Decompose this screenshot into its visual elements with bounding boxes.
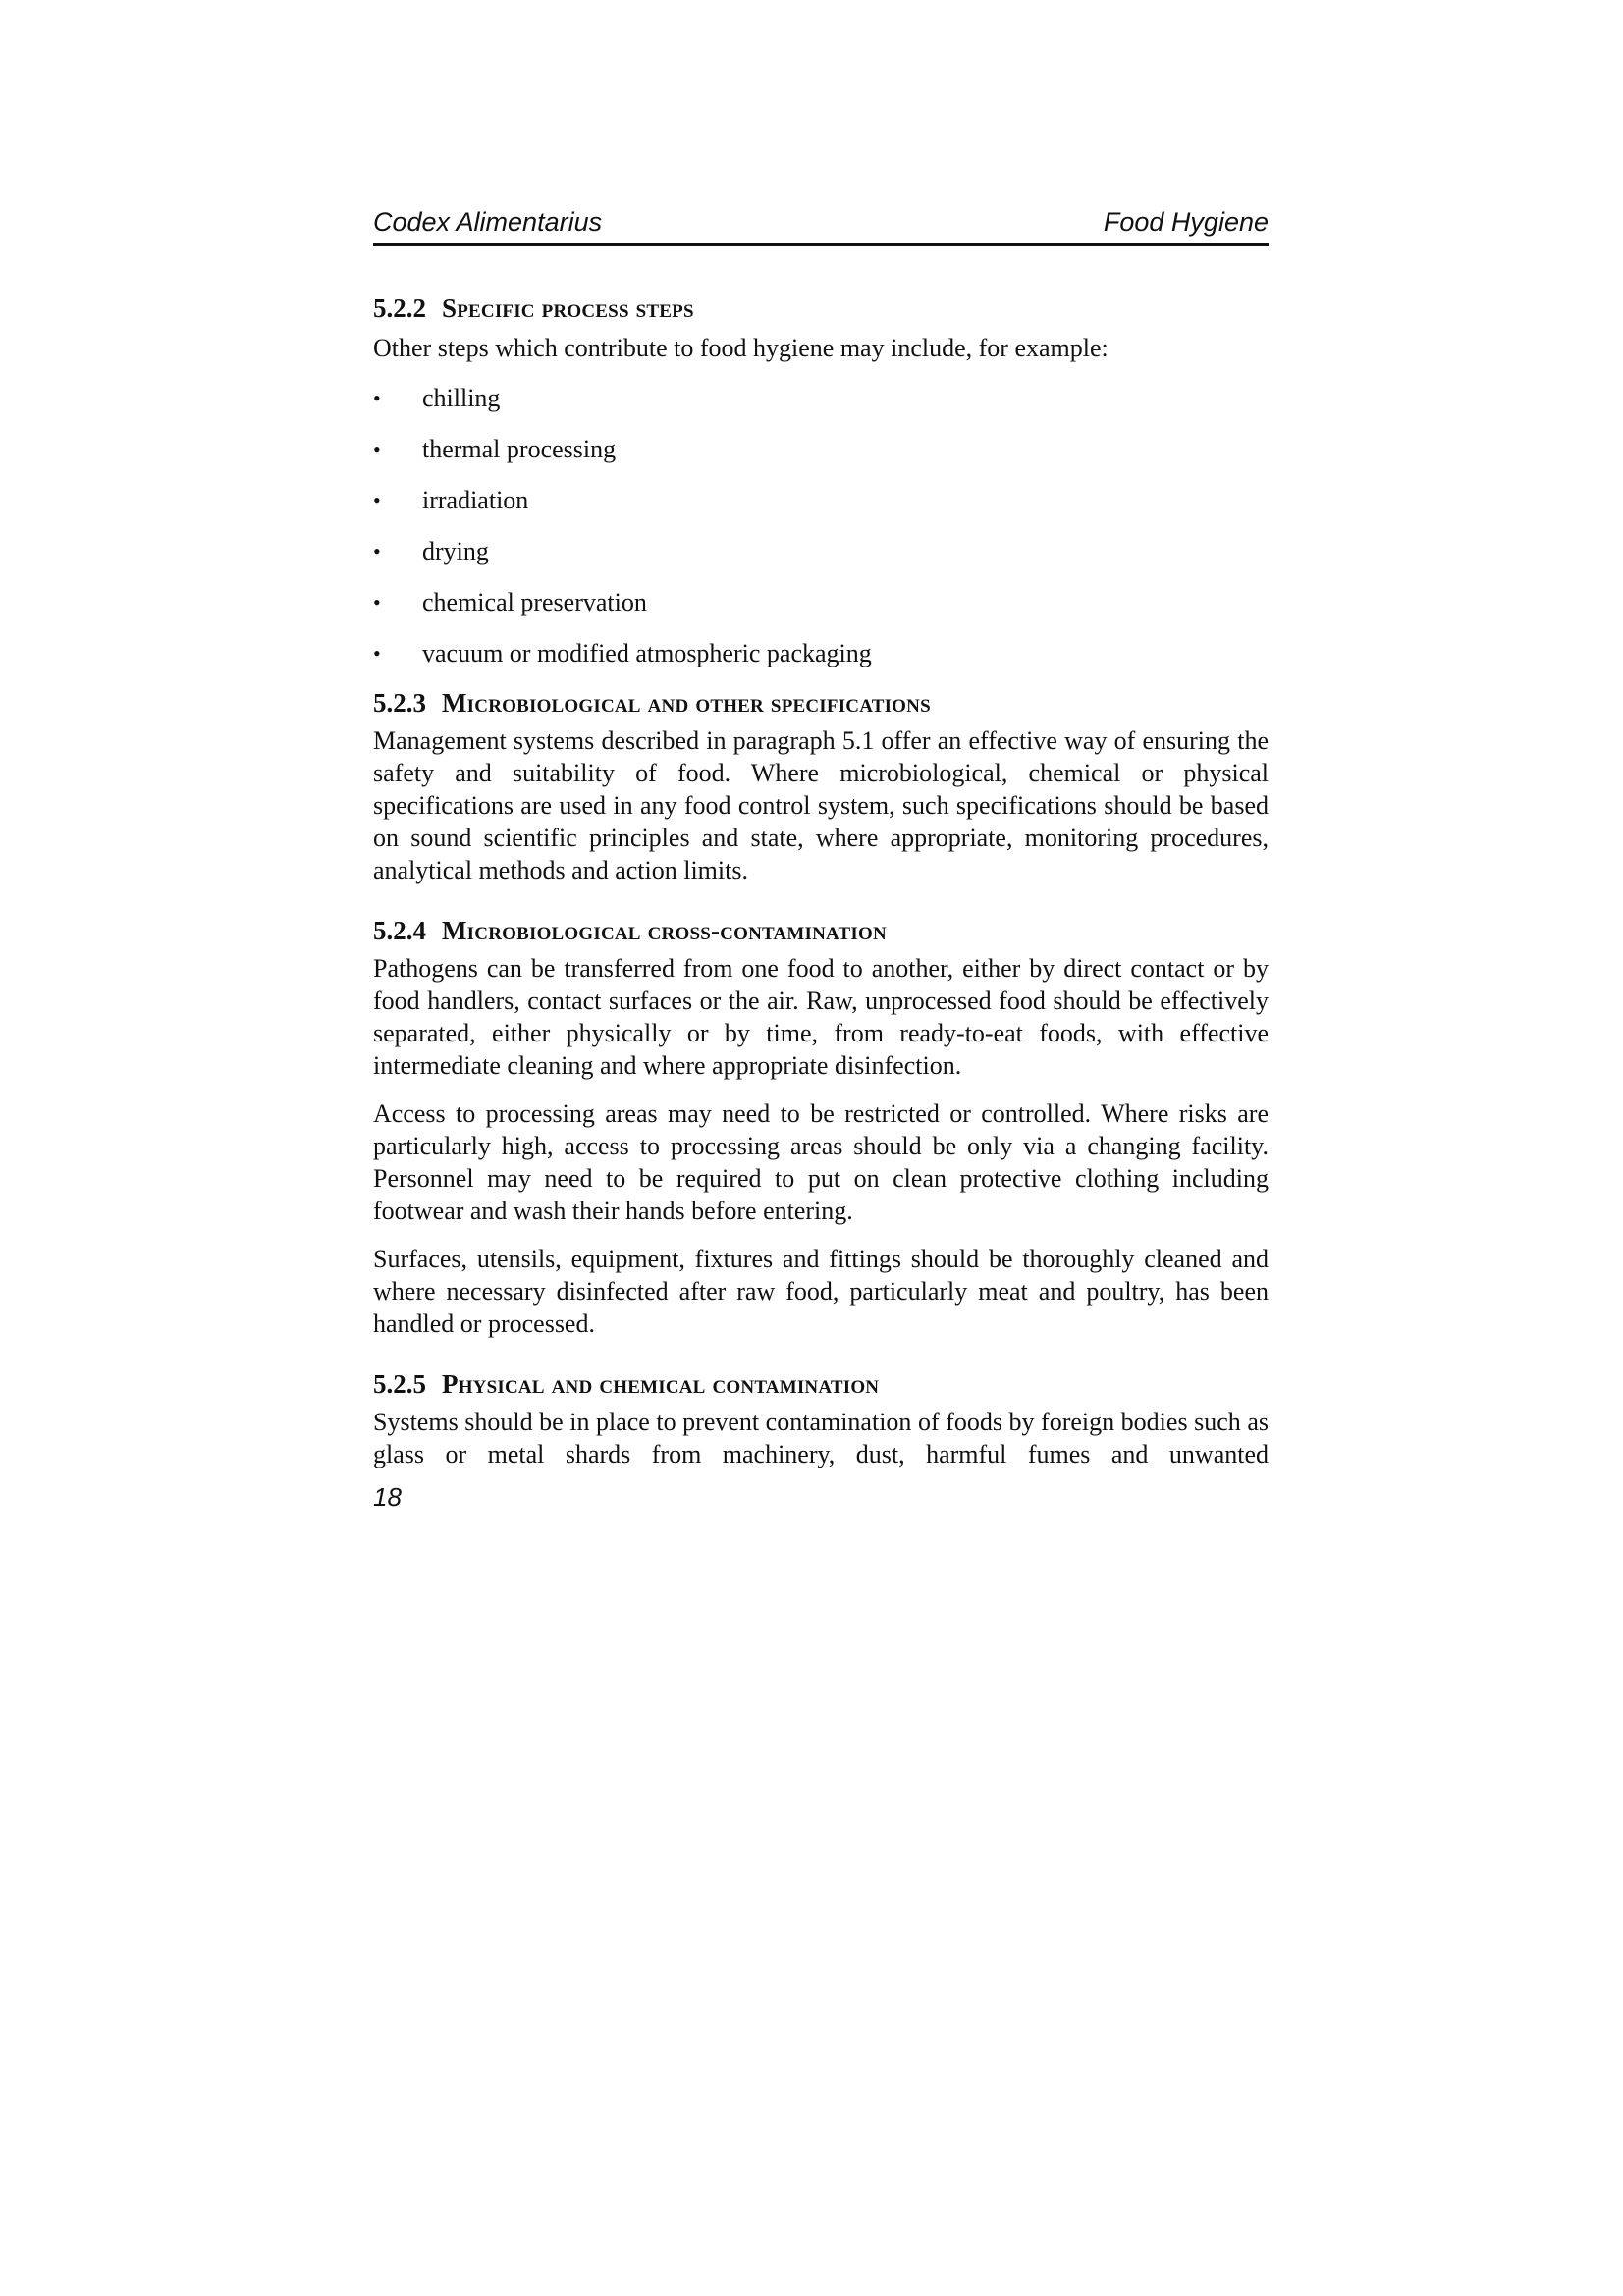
- section-5-2-3: [373, 688, 1269, 886]
- bullet-icon: •: [373, 539, 381, 563]
- list-item-text: chilling: [422, 384, 501, 412]
- bullet-icon: •: [373, 386, 381, 410]
- paragraph: Access to processing areas may need to be restricted or controlled. Where risks are particularly high, access to processing areas should be only via a changing facility. Personnel may need to be required to put on clean protective clothing including footwear and wash their hands before entering.: [373, 1099, 1269, 1225]
- list-item: [373, 586, 1269, 637]
- list-item: [373, 433, 1269, 484]
- section-title: Microbiological cross-contamination: [442, 916, 887, 945]
- section-heading: [373, 688, 1269, 719]
- section-heading: [373, 1369, 1269, 1400]
- bullet-icon: •: [373, 488, 381, 512]
- list-item: [373, 535, 1269, 586]
- header-right-title: Food Hygiene: [1103, 207, 1269, 237]
- paragraph: Systems should be in place to prevent contamination of foods by foreign bodies such as glass or metal shards from machinery, dust, harmful fumes and unwanted: [373, 1408, 1269, 1468]
- section-5-2-5: [373, 1369, 1269, 1470]
- list-item-text: thermal processing: [422, 435, 617, 463]
- section-title: Physical and chemical contamination: [442, 1369, 880, 1399]
- process-steps-list: [373, 382, 1269, 688]
- section-number: 5.2.3: [373, 688, 426, 718]
- page-number: 18: [373, 1482, 402, 1512]
- list-item: [373, 637, 1269, 688]
- section-5-2-2: [373, 294, 1269, 688]
- list-item-text: drying: [422, 537, 489, 565]
- section-title: Microbiological and other specifications: [442, 688, 931, 718]
- list-item-text: vacuum or modified atmospheric packaging: [422, 639, 872, 667]
- bullet-icon: •: [373, 590, 381, 614]
- section-number: 5.2.5: [373, 1369, 426, 1399]
- bullet-icon: •: [373, 437, 381, 461]
- document-page: [373, 204, 1269, 1513]
- list-item-text: chemical preservation: [422, 588, 647, 616]
- header-left-title: Codex Alimentarius: [373, 207, 603, 237]
- section-number: 5.2.2: [373, 294, 426, 323]
- section-heading: [373, 294, 1269, 324]
- section-5-2-4: [373, 916, 1269, 1340]
- list-item-text: irradiation: [422, 486, 529, 514]
- running-header: [373, 204, 1269, 246]
- list-item: [373, 382, 1269, 433]
- section-title: Specific process steps: [442, 294, 694, 323]
- list-item: [373, 484, 1269, 535]
- paragraph: Pathogens can be transferred from one food to another, either by direct contact or by food handlers, contact surfaces or the air. Raw, unprocessed food should be effectively separated, either physically or by time, from ready-to-eat foods, with effective intermediate cleaning and where appropriate disinfection.: [373, 954, 1269, 1080]
- paragraph: Surfaces, utensils, equipment, fixtures and fittings should be thoroughly cleaned and where necessary disinfected after raw food, particularly meat and poultry, has been handled or processed.: [373, 1245, 1269, 1338]
- section-heading: [373, 916, 1269, 946]
- section-intro: Other steps which contribute to food hygiene may include, for example:: [373, 334, 1109, 362]
- section-number: 5.2.4: [373, 916, 426, 945]
- paragraph: Management systems described in paragraph 5.1 offer an effective way of ensuring the safety and suitability of food. Where microbiological, chemical or physical specifications are used in any food control system, such specifications should be based on sound scientific principles and state, where appropriate, monitoring procedures, analytical methods and action limits.: [373, 726, 1269, 884]
- bullet-icon: •: [373, 641, 381, 666]
